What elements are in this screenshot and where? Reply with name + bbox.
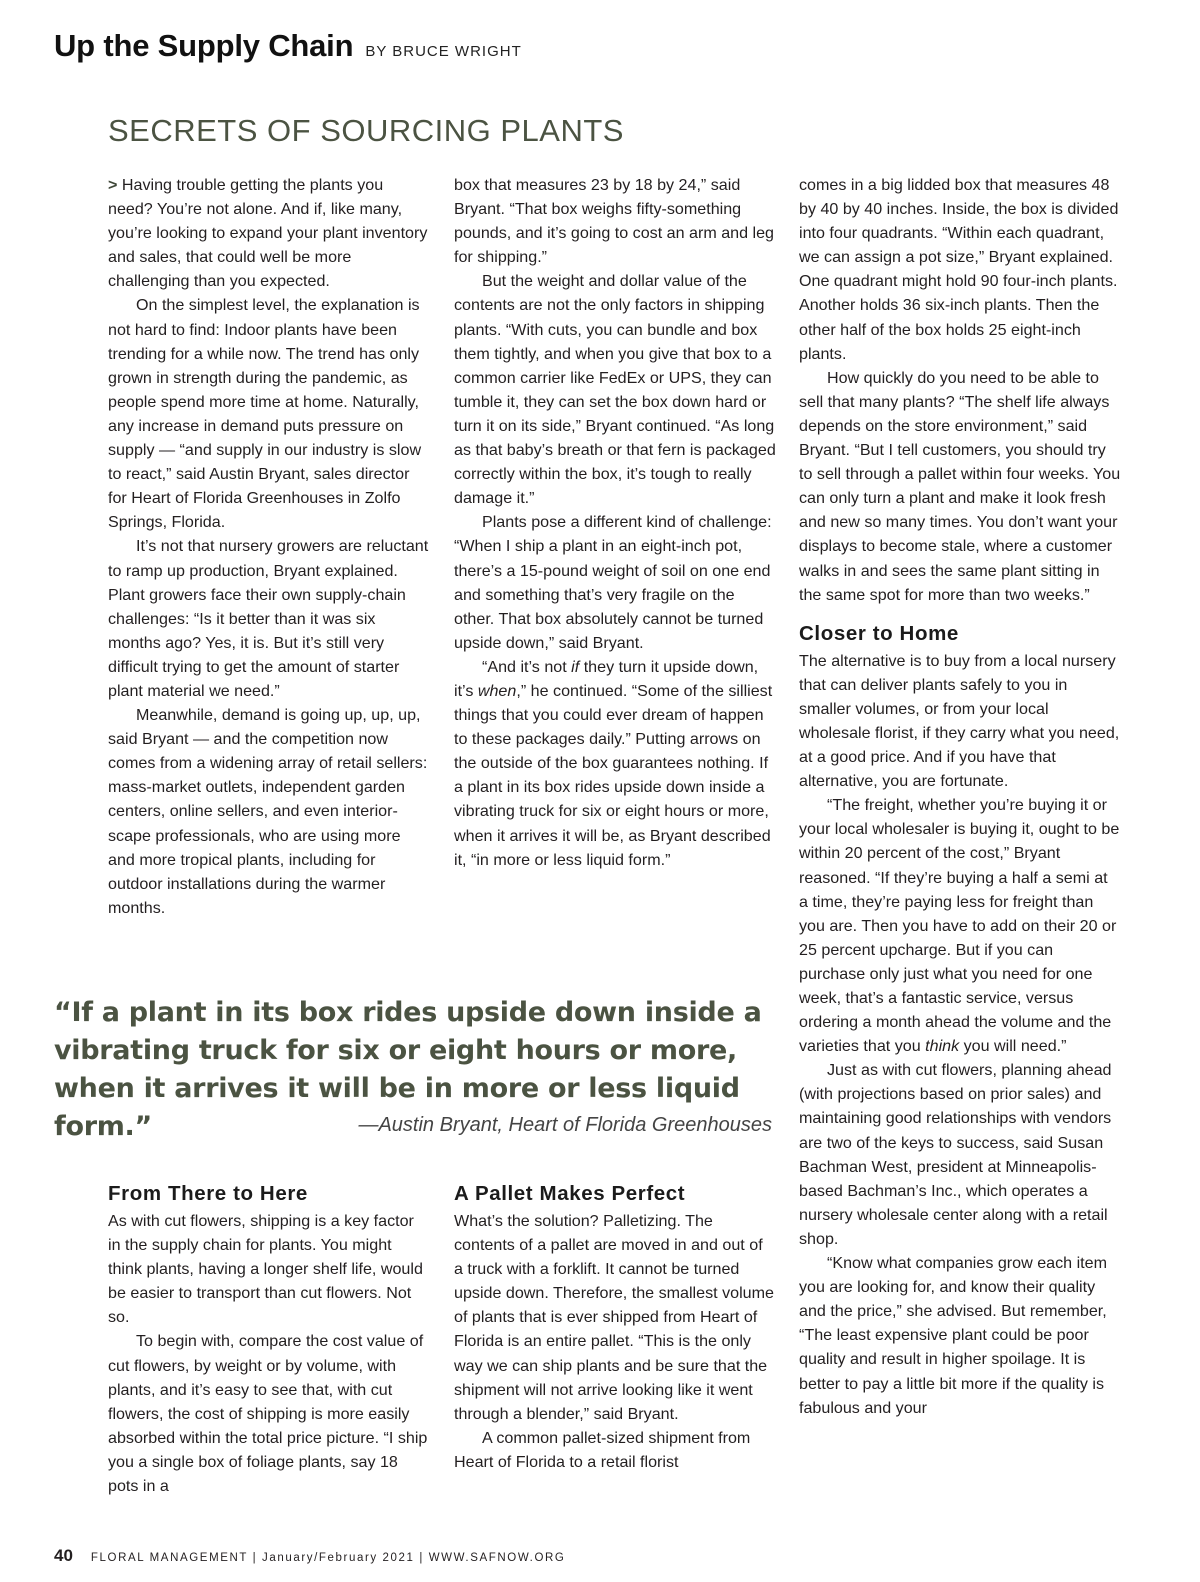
folio-line: FLORAL MANAGEMENT | January/February 2021 | WWW.SAFNOW.ORG xyxy=(90,1552,566,1564)
column-3 xyxy=(799,173,1121,1420)
body-paragraph: What’s the solution? Palletizing. The contents of a pallet are moved in and out of a truck with a forklift. It cannot be turned upside down. Therefore, the smallest volume of plants that is ever shipped from Heart of Florida is an entire pallet. “This is the only way we can ship plants and be sure that the shipment will not arrive looking like it went through a blender,” said Bryant. xyxy=(454,1212,774,1423)
body-paragraph: To begin with, compare the cost value of cut flowers, by weight or by volume, with plants, and it’s easy to see that, with cut flowers, the cost of shipping is more easily absorbed within the total price picture. “I ship you a single box of foliage plants, say 18 pots in a xyxy=(108,1332,428,1496)
section-from-there-to-here xyxy=(108,1179,430,1498)
intro-paragraph: > Having trouble getting the plants you need? You’re not alone. And if, like many, you’re looking to expand your plant inventory and sales, that could well be more challenging than you expected. xyxy=(108,176,428,291)
section-title: Up the Supply Chain xyxy=(54,28,354,63)
body-paragraph: Just as with cut flowers, planning ahead (with projections based on prior sales) and maintaining good relationships with vendors are two of the keys to success, said Susan Bachman West, president at Minneapolis-based Bachman’s Inc., which operates a nursery wholesale center along with a retail shop. xyxy=(799,1061,1112,1248)
column-2 xyxy=(454,173,776,872)
body-paragraph: But the weight and dollar value of the contents are not the only factors in shipping plants. “With cuts, you can bundle and box them tightly, and when you give that box to a common carrier like FedEx or UPS, they can tumble it, they can set the box down hard or turn it on its side,” Bryant continued. “As long as that baby’s breath or that fern is packaged correctly within the box, it’s tough to really damage it.” xyxy=(454,272,776,508)
column-1 xyxy=(108,173,430,920)
body-paragraph: How quickly do you need to be able to sell that many plants? “The shelf life always depends on the store environment,” said Bryant. “But I tell customers, you should try to sell through a pallet within four weeks. You can only turn a plant and make it look fresh and new so many times. You don’t want your displays to become stale, where a customer walks in and sees the same plant sitting in the same spot for more than two weeks.” xyxy=(799,368,1121,604)
page-footer xyxy=(54,1546,565,1566)
page-number: 40 xyxy=(54,1546,73,1565)
body-paragraph: A common pallet-sized shipment from Heart of Florida to a retail florist xyxy=(454,1428,751,1471)
page-header xyxy=(54,28,522,64)
body-paragraph: “The freight, whether you’re buying it or your local wholesaler is buying it, ought to be within 20 percent of the cost,” Bryant reasoned. “If they’re buying a half a semi at a time, they’re paying less for freight than you are. Then you have to add on their 20 or 25 percent upcharge. But if you can purchase only just what you need for one week, that’s a fantastic service, versus ordering a month ahead the volume and the varieties that you think you will need.” xyxy=(799,796,1120,1056)
section-pallet-makes-perfect xyxy=(454,1179,776,1474)
intro-arrow-icon: > xyxy=(108,176,118,194)
body-paragraph: It’s not that nursery growers are reluctant to ramp up production, Bryant explained. Plant growers face their own supply-chain challenges: “Is it better than it was six months ago? Yes, it is. But it’s still very difficult trying to get the amount of starter plant material we need.” xyxy=(108,537,429,700)
body-paragraph: box that measures 23 by 18 by 24,” said Bryant. “That box weighs fifty-something pounds, and it’s going to cost an arm and leg for shipping.” xyxy=(454,176,775,267)
body-paragraph: The alternative is to buy from a local nursery that can deliver plants safely to you in smaller volumes, or from your local wholesale florist, if they carry what you need, at a good price. And if you have that alternative, you are fortunate. xyxy=(799,651,1120,791)
subhead-from-there-to-here: From There to Here xyxy=(108,1182,308,1205)
subhead-pallet-makes-perfect: A Pallet Makes Perfect xyxy=(454,1182,686,1205)
body-paragraph: Plants pose a different kind of challenge: “When I ship a plant in an eight-inch pot, there’s a 15-pound weight of soil on one end and something that’s very fragile on the other. That box absolutely cannot be turned upside down,” said Bryant. xyxy=(454,513,772,652)
article-kicker: SECRETS OF SOURCING PLANTS xyxy=(108,113,624,148)
subhead-closer-to-home: Closer to Home xyxy=(799,621,959,645)
body-paragraph: comes in a big lidded box that measures 48 by 40 by 40 inches. Inside, the box is divided into four quadrants. “Within each quadrant, we can assign a pot size,” Bryant explained. One quadrant might hold 90 four-inch plants. Another holds 36 six-inch plants. Then the other half of the box holds 25 eight-inch plants. xyxy=(799,176,1119,363)
pull-quote: “If a plant in its box rides upside down inside a vibrating truck for six or eight hours or more, when it arrives it will be in more or less liquid form.” xyxy=(54,997,762,1142)
body-paragraph: Meanwhile, demand is going up, up, up, said Bryant — and the competition now comes from a widening array of retail sellers: mass-market outlets, independent garden centers, online sellers, and even interior-scape professionals, who are using more and more tropical plants, including for outdoor installations during the warmer months. xyxy=(108,706,428,917)
body-paragraph: “And it’s not if they turn it upside down, it’s when,” he continued. “Some of the silliest things that you could ever dream of happen to these packages daily.” Putting arrows on the outside of the box guarantees nothing. If a plant in its box rides upside down inside a vibrating truck for six or eight hours or more, when it arrives it will be, as Bryant described it, “in more or less liquid form.” xyxy=(454,657,773,869)
body-paragraph: As with cut flowers, shipping is a key factor in the supply chain for plants. You might think plants, having a longer shelf life, would be easier to transport than cut flowers. Not so. xyxy=(108,1212,423,1327)
body-paragraph: “Know what companies grow each item you are looking for, and know their quality and the price,” she advised. But remember, “The least expensive plant could be poor quality and result in higher spoilage. It is better to pay a little bit more if the quality is fabulous and your xyxy=(799,1254,1107,1417)
body-paragraph: On the simplest level, the explanation is not hard to find: Indoor plants have been trending for a while now. The trend has only grown in strength during the pandemic, as people spend more time at home. Naturally, any increase in demand puts pressure on supply — “and supply in our industry is slow to react,” said Austin Bryant, sales director for Heart of Florida Greenhouses in Zolfo Springs, Florida. xyxy=(108,296,422,532)
byline: BY BRUCE WRIGHT xyxy=(365,43,522,60)
pull-quote-attribution: —Austin Bryant, Heart of Florida Greenhouses xyxy=(358,1114,772,1136)
